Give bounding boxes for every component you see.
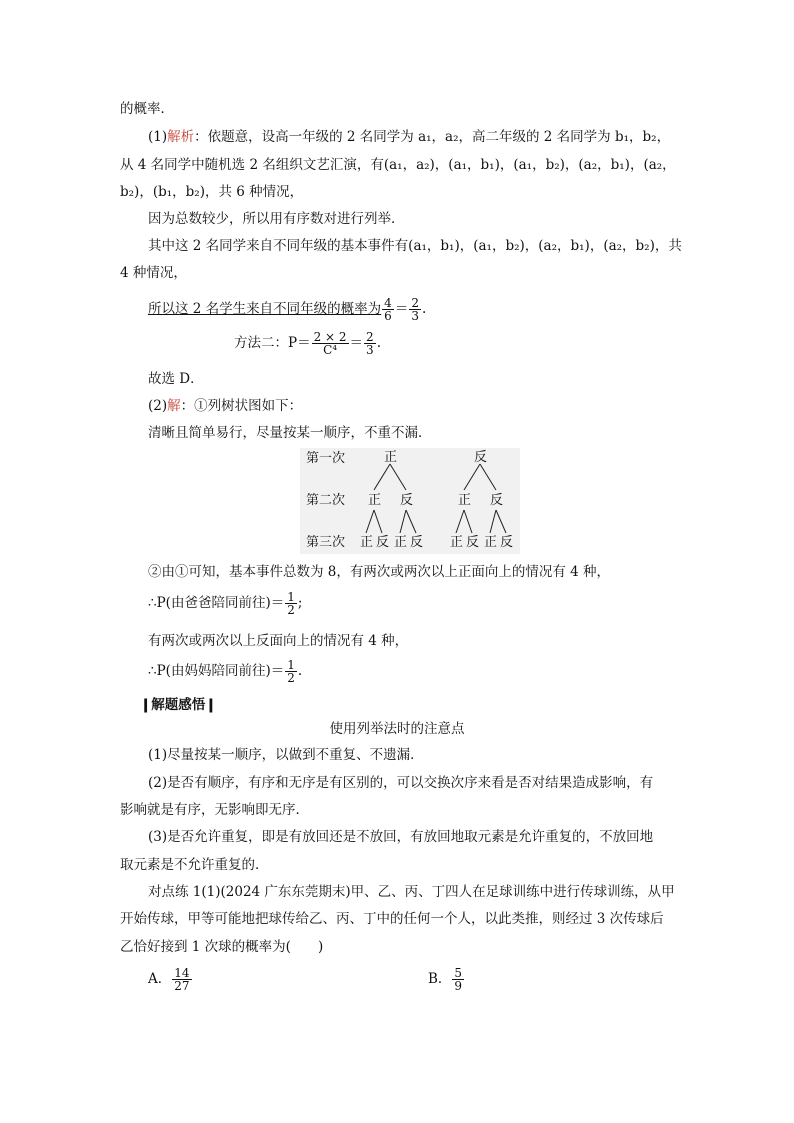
line-24: 乙恰好接到 1 次球的概率为( ) xyxy=(120,939,324,955)
line-20: (3)是否允许重复，即是有放回还是不放回，有放回地取元素是允许重复的，不放回地 xyxy=(148,829,654,845)
equals: ＝ xyxy=(394,301,409,317)
period: . xyxy=(376,335,381,351)
line-22: 对点练 1(1)(2024 广东东莞期末)甲、乙、丙、丁四人在足球训练中进行传球训练，从甲 xyxy=(148,884,675,900)
solution-tag: 解 xyxy=(167,398,181,414)
denominator: 2 xyxy=(287,671,295,685)
node-third-fan: 反 xyxy=(500,535,514,550)
node-second-zheng: 正 xyxy=(368,493,382,508)
node-third-zheng: 正 xyxy=(394,535,408,550)
line-7-text: 所以这 2 名学生来自不同年级的概率为 xyxy=(148,301,382,317)
part-label: (2) xyxy=(148,398,168,414)
denominator: 2 xyxy=(287,603,295,617)
row-label-second: 第二次 xyxy=(306,493,346,508)
line-6: 4 种情况， xyxy=(120,265,187,281)
numerator: 2 xyxy=(411,296,419,310)
numerator: 5 xyxy=(454,966,463,980)
line-13 xyxy=(148,588,302,618)
line-1 xyxy=(148,128,670,146)
node-third-fan: 反 xyxy=(376,535,390,550)
numerator: 2 × 2 xyxy=(313,330,347,344)
node-first-zheng: 正 xyxy=(384,450,398,465)
line-19: 影响就是有序，无影响即无序． xyxy=(120,802,309,818)
option-b[interactable] xyxy=(428,962,465,996)
line-1-text: ：依题意，设高一年级的 2 名同学为 a₁，a₂，高二年级的 2 名同学为 b₁，b₂， xyxy=(194,129,671,145)
line-4: 因为总数较少，所以用有序数对进行列举． xyxy=(148,211,405,227)
line-9: 故选 D． xyxy=(148,371,204,387)
denominator: 3 xyxy=(411,309,419,323)
node-second-fan: 反 xyxy=(490,493,504,508)
period: . xyxy=(297,663,303,679)
numerator: 1 xyxy=(287,658,295,672)
prob-father: ∴P(由爸爸陪同前往)＝ xyxy=(148,595,285,611)
line-5: 其中这 2 名同学来自不同年级的基本事件有(a₁，b₁)，(a₁，b₂)，(a₂，b₁)，(a₂，b₂)，共 xyxy=(148,238,682,254)
fraction-14-27 xyxy=(172,967,191,992)
line-14: 有两次或两次以上反面向上的情况有 4 种， xyxy=(148,633,409,649)
node-third-zheng: 正 xyxy=(360,535,374,550)
method-two-label: 方法二：P＝ xyxy=(234,335,311,351)
fraction-1-2 xyxy=(285,659,297,684)
line-15 xyxy=(148,656,302,686)
semicolon: ; xyxy=(297,595,303,611)
part-label: (1) xyxy=(148,129,168,145)
line-23: 开始传球，甲等可能地把球传给乙、丙、丁中的任何一个人，以此类推，则经过 3 次传球后 xyxy=(120,911,664,927)
line-2: 从 4 名同学中随机选 2 名组织文艺汇演，有(a₁，a₂)，(a₁，b₁)，(a₁，b₂)，(a₂，b₁)，(a₂， xyxy=(120,157,676,173)
denominator: 6 xyxy=(384,309,392,323)
equals: ＝ xyxy=(349,335,364,351)
line-8 xyxy=(234,328,381,358)
line-10 xyxy=(148,397,302,415)
node-second-fan: 反 xyxy=(400,493,414,508)
row-label-third: 第三次 xyxy=(306,535,346,550)
period: . xyxy=(421,301,427,317)
line-17: (1)尽量按某一顺序，以做到不重复、不遗漏． xyxy=(148,747,424,763)
prob-mother: ∴P(由妈妈陪同前往)＝ xyxy=(148,663,285,679)
fraction-combination xyxy=(312,331,349,356)
fraction-2-3 xyxy=(409,297,421,322)
tree-diagram xyxy=(300,448,520,554)
denominator: 9 xyxy=(454,979,463,993)
denominator: C⁴ xyxy=(323,343,338,357)
option-a[interactable] xyxy=(148,962,193,996)
analysis-tag: 解析 xyxy=(167,129,195,145)
node-third-fan: 反 xyxy=(410,535,424,550)
fraction-2-3 xyxy=(364,331,376,356)
fraction-4-6 xyxy=(382,297,394,322)
fraction-1-2 xyxy=(285,591,297,616)
node-third-fan: 反 xyxy=(466,535,480,550)
line-3: b₂)，(b₁，b₂)，共 6 种情况， xyxy=(120,184,304,200)
section-title: 使用列举法时的注意点 xyxy=(329,721,465,737)
line-7 xyxy=(148,294,426,324)
numerator: 1 xyxy=(287,590,295,604)
line-0: 的概率． xyxy=(120,101,174,117)
option-a-label: A． xyxy=(148,971,172,987)
denominator: 3 xyxy=(366,343,374,357)
option-b-label: B． xyxy=(428,971,452,987)
node-third-zheng: 正 xyxy=(450,535,464,550)
node-second-zheng: 正 xyxy=(458,493,472,508)
line-21: 取元素是不允许重复的． xyxy=(120,857,269,873)
node-third-zheng: 正 xyxy=(484,535,498,550)
section-label: ❙解题感悟❙ xyxy=(140,697,217,713)
fraction-5-9 xyxy=(452,967,464,992)
line-18: (2)是否有顺序，有序和无序是有区别的，可以交换次序来看是否对结果造成影响，有 xyxy=(148,775,654,791)
numerator: 4 xyxy=(384,296,392,310)
node-first-fan: 反 xyxy=(474,450,488,465)
denominator: 27 xyxy=(174,979,190,993)
line-11: 清晰且简单易行，尽量按某一顺序，不重不漏． xyxy=(148,425,432,441)
line-10-text: ：①列树状图如下： xyxy=(180,398,303,414)
numerator: 14 xyxy=(174,966,190,980)
line-12: ②由①可知，基本事件总数为 8，有两次或两次以上正面向上的情况有 4 种， xyxy=(148,564,611,580)
row-label-first: 第一次 xyxy=(306,451,346,466)
numerator: 2 xyxy=(366,330,374,344)
